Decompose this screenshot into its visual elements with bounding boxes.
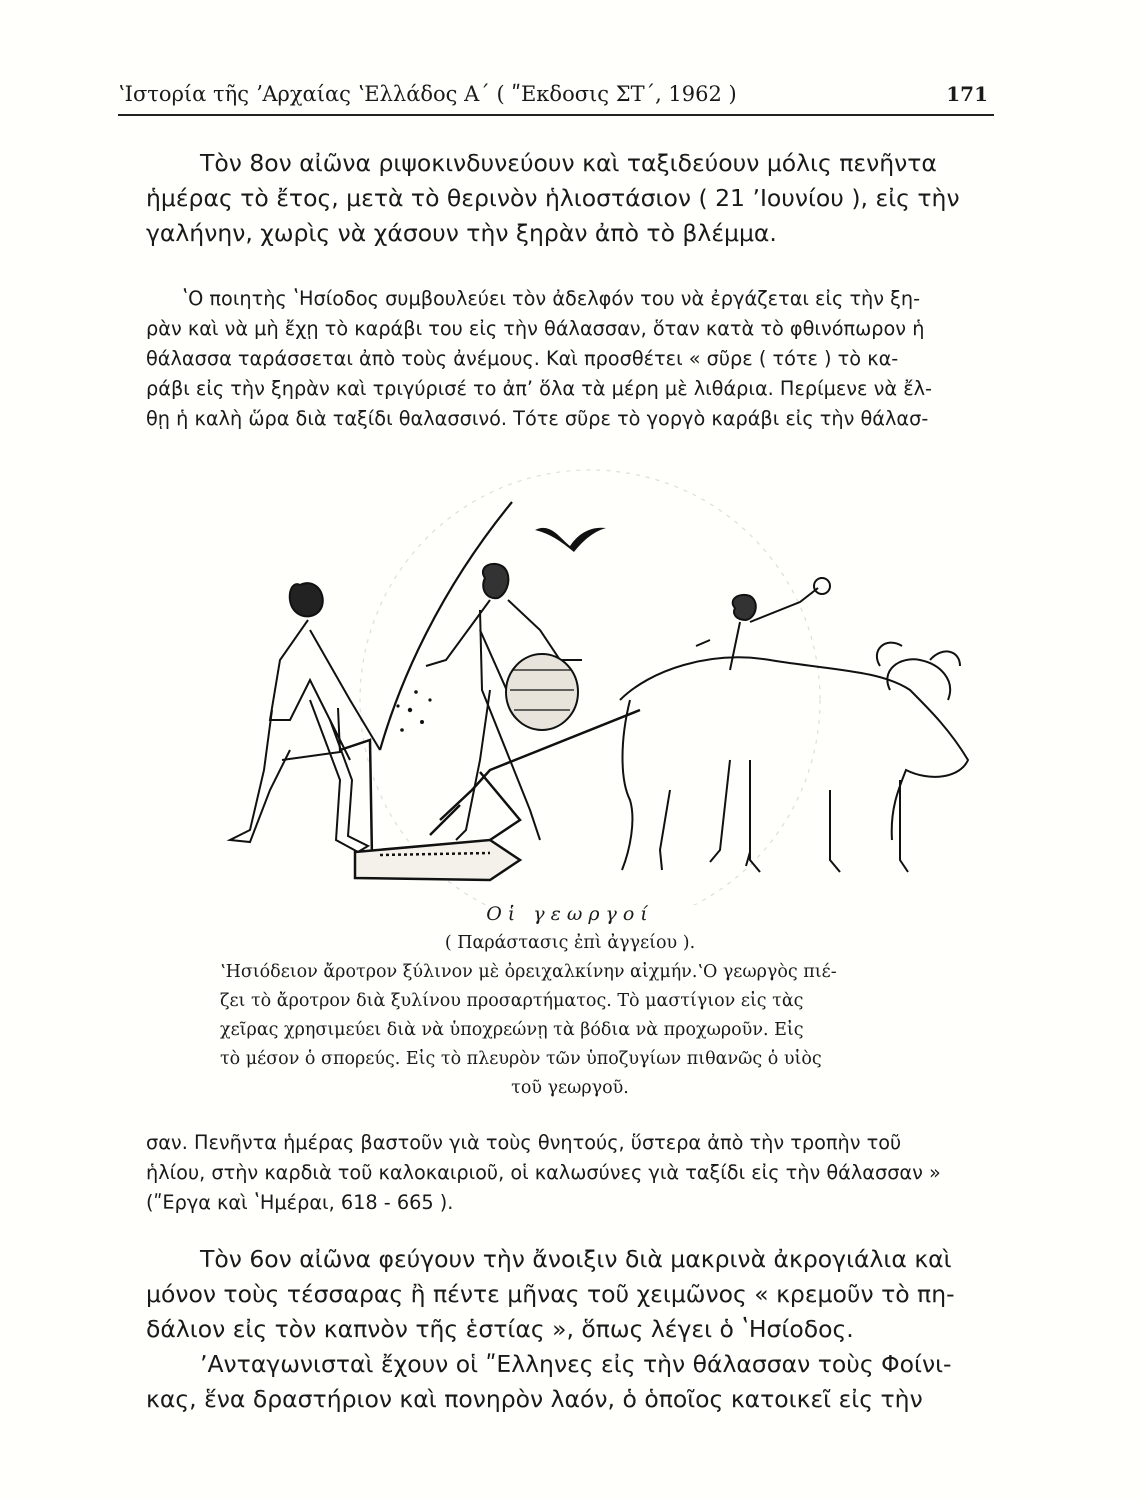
oxen-figure (620, 643, 968, 872)
plowing-scene-drawing (190, 460, 980, 905)
sower-figure (426, 564, 582, 840)
caption-line: τὸ μέσον ὁ σπορεύς. Εἰς τὸ πλευρὸν τῶν ὑποζυγίων πιθανῶς ὁ υἱὸς (220, 1049, 822, 1069)
text-line: ράβι εἰς τὴν ξηρὰν καὶ τριγύρισέ το ἀπʼ ὅλα τὰ μέρη μὲ λιθάρια. Περίμενε νὰ ἔλ- (146, 377, 933, 400)
text-line: ʼΑνταγωνισταὶ ἔχουν οἱ ʺΕλληνες εἰς τὴν θάλασσαν τοὺς Φοίνι- (200, 1350, 952, 1378)
page-number: 171 (946, 82, 988, 106)
paragraph-8th-century (146, 146, 992, 251)
text-line: (ʺΕργα καὶ ʽΗμέραι, 618 - 665 ). (146, 1191, 454, 1214)
header-title: ʽΙστορία τῆς ʼΑρχαίας ʽΕλλάδος Α΄ ( ʺΕκδοσις ΣΤ΄, 1962 ) (118, 82, 737, 106)
caption-line: ζει τὸ ἄροτρον διὰ ξυλίνου προσαρτήματος. Τὸ μαστίγιον εἰς τὰς (220, 991, 804, 1011)
text-line: κας, ἕνα δραστήριον καὶ πονηρὸν λαόν, ὁ ὁποῖος κατοικεῖ εἰς τὴν (146, 1385, 923, 1413)
text-line: θῃ ἡ καλὴ ὥρα διὰ ταξίδι θαλασσινό. Τότε σῦρε τὸ γοργὸ καράβι εἰς τὴν θάλασ- (146, 407, 929, 430)
text-line: σαν. Πενῆντα ἡμέρας βαστοῦν γιὰ τοὺς θνητούς, ὕστερα ἀπὸ τὴν τροπὴν τοῦ (146, 1131, 902, 1154)
running-header (118, 74, 994, 116)
farmer-figure (230, 583, 380, 852)
text-line: ἡμέρας τὸ ἔτος, μετὰ τὸ θερινὸν ἡλιοστάσιον ( 21 ʼΙουνίου ), εἰς τὴν (146, 184, 960, 212)
text-line: Τὸν 8ον αἰῶνα ριψοκινδυνεύουν καὶ ταξιδεύουν μόλις πενῆντα (200, 149, 937, 177)
text-line: γαλήνην, χωρὶς νὰ χάσουν τὴν ξηρὰν ἀπὸ τὸ βλέμμα. (146, 219, 777, 247)
bird-drawing (535, 528, 606, 552)
caption-line-last: τοῦ γεωργοῦ. (511, 1078, 629, 1098)
text-line: δάλιον εἰς τὸν καπνὸν τῆς ἑστίας », ὅπως λέγει ὁ ʽΗσίοδος. (146, 1315, 854, 1343)
text-line: μόνον τοὺς τέσσαρας ἢ πέντε μῆνας τοῦ χειμῶνος « κρεμοῦν τὸ πη- (146, 1280, 955, 1308)
figure-caption (200, 900, 940, 1103)
text-line: θάλασσα ταράσσεται ἀπὸ τοὺς ἀνέμους. Καὶ προσθέτει « σῦρε ( τότε ) τὸ κα- (146, 347, 899, 370)
text-line: ρὰν καὶ νὰ μὴ ἔχῃ τὸ καράβι του εἰς τὴν θάλασσαν, ὅταν κατὰ τὸ φθινόπωρον ἡ (146, 317, 925, 340)
whip-drawing (380, 502, 512, 750)
text-line: ʽΟ ποιητὴς ʽΗσίοδος συμβουλεύει τὸν ἀδελφόν του νὰ ἐργάζεται εἰς τὴν ξη- (182, 287, 921, 310)
caption-title: Οἱ γεωργοί (486, 903, 654, 925)
paragraph-phoenicians (146, 1347, 992, 1417)
scattered-seeds-drawing (396, 690, 431, 732)
hesiod-quote-bottom (146, 1128, 996, 1218)
text-line: ἡλίου, στὴν καρδιὰ τοῦ καλοκαιριοῦ, οἱ καλωσύνες γιὰ ταξίδι εἰς τὴν θάλασσαν » (146, 1161, 941, 1184)
paragraph-6th-century (146, 1242, 992, 1347)
caption-subtitle: ( Παράστασις ἐπὶ ἀγγείου ). (444, 933, 696, 953)
caption-body (220, 958, 920, 1074)
caption-line: χεῖρας χρησιμεύει διὰ νὰ ὑποχρεώνῃ τὰ βόδια νὰ προχωροῦν. Εἰς (220, 1020, 804, 1040)
caption-line: ʽΗσιόδειον ἄροτρον ξύλινον μὲ ὀρειχαλκίνην αἰχμήν.ʽΟ γεωργὸς πιέ- (220, 962, 837, 982)
text-line: Τὸν 6ον αἰῶνα φεύγουν τὴν ἄνοιξιν διὰ μακρινὰ ἀκρογιάλια καὶ (200, 1245, 952, 1273)
farmers-illustration (190, 460, 980, 905)
boy-figure (696, 578, 830, 866)
hesiod-quote-top (146, 284, 996, 434)
